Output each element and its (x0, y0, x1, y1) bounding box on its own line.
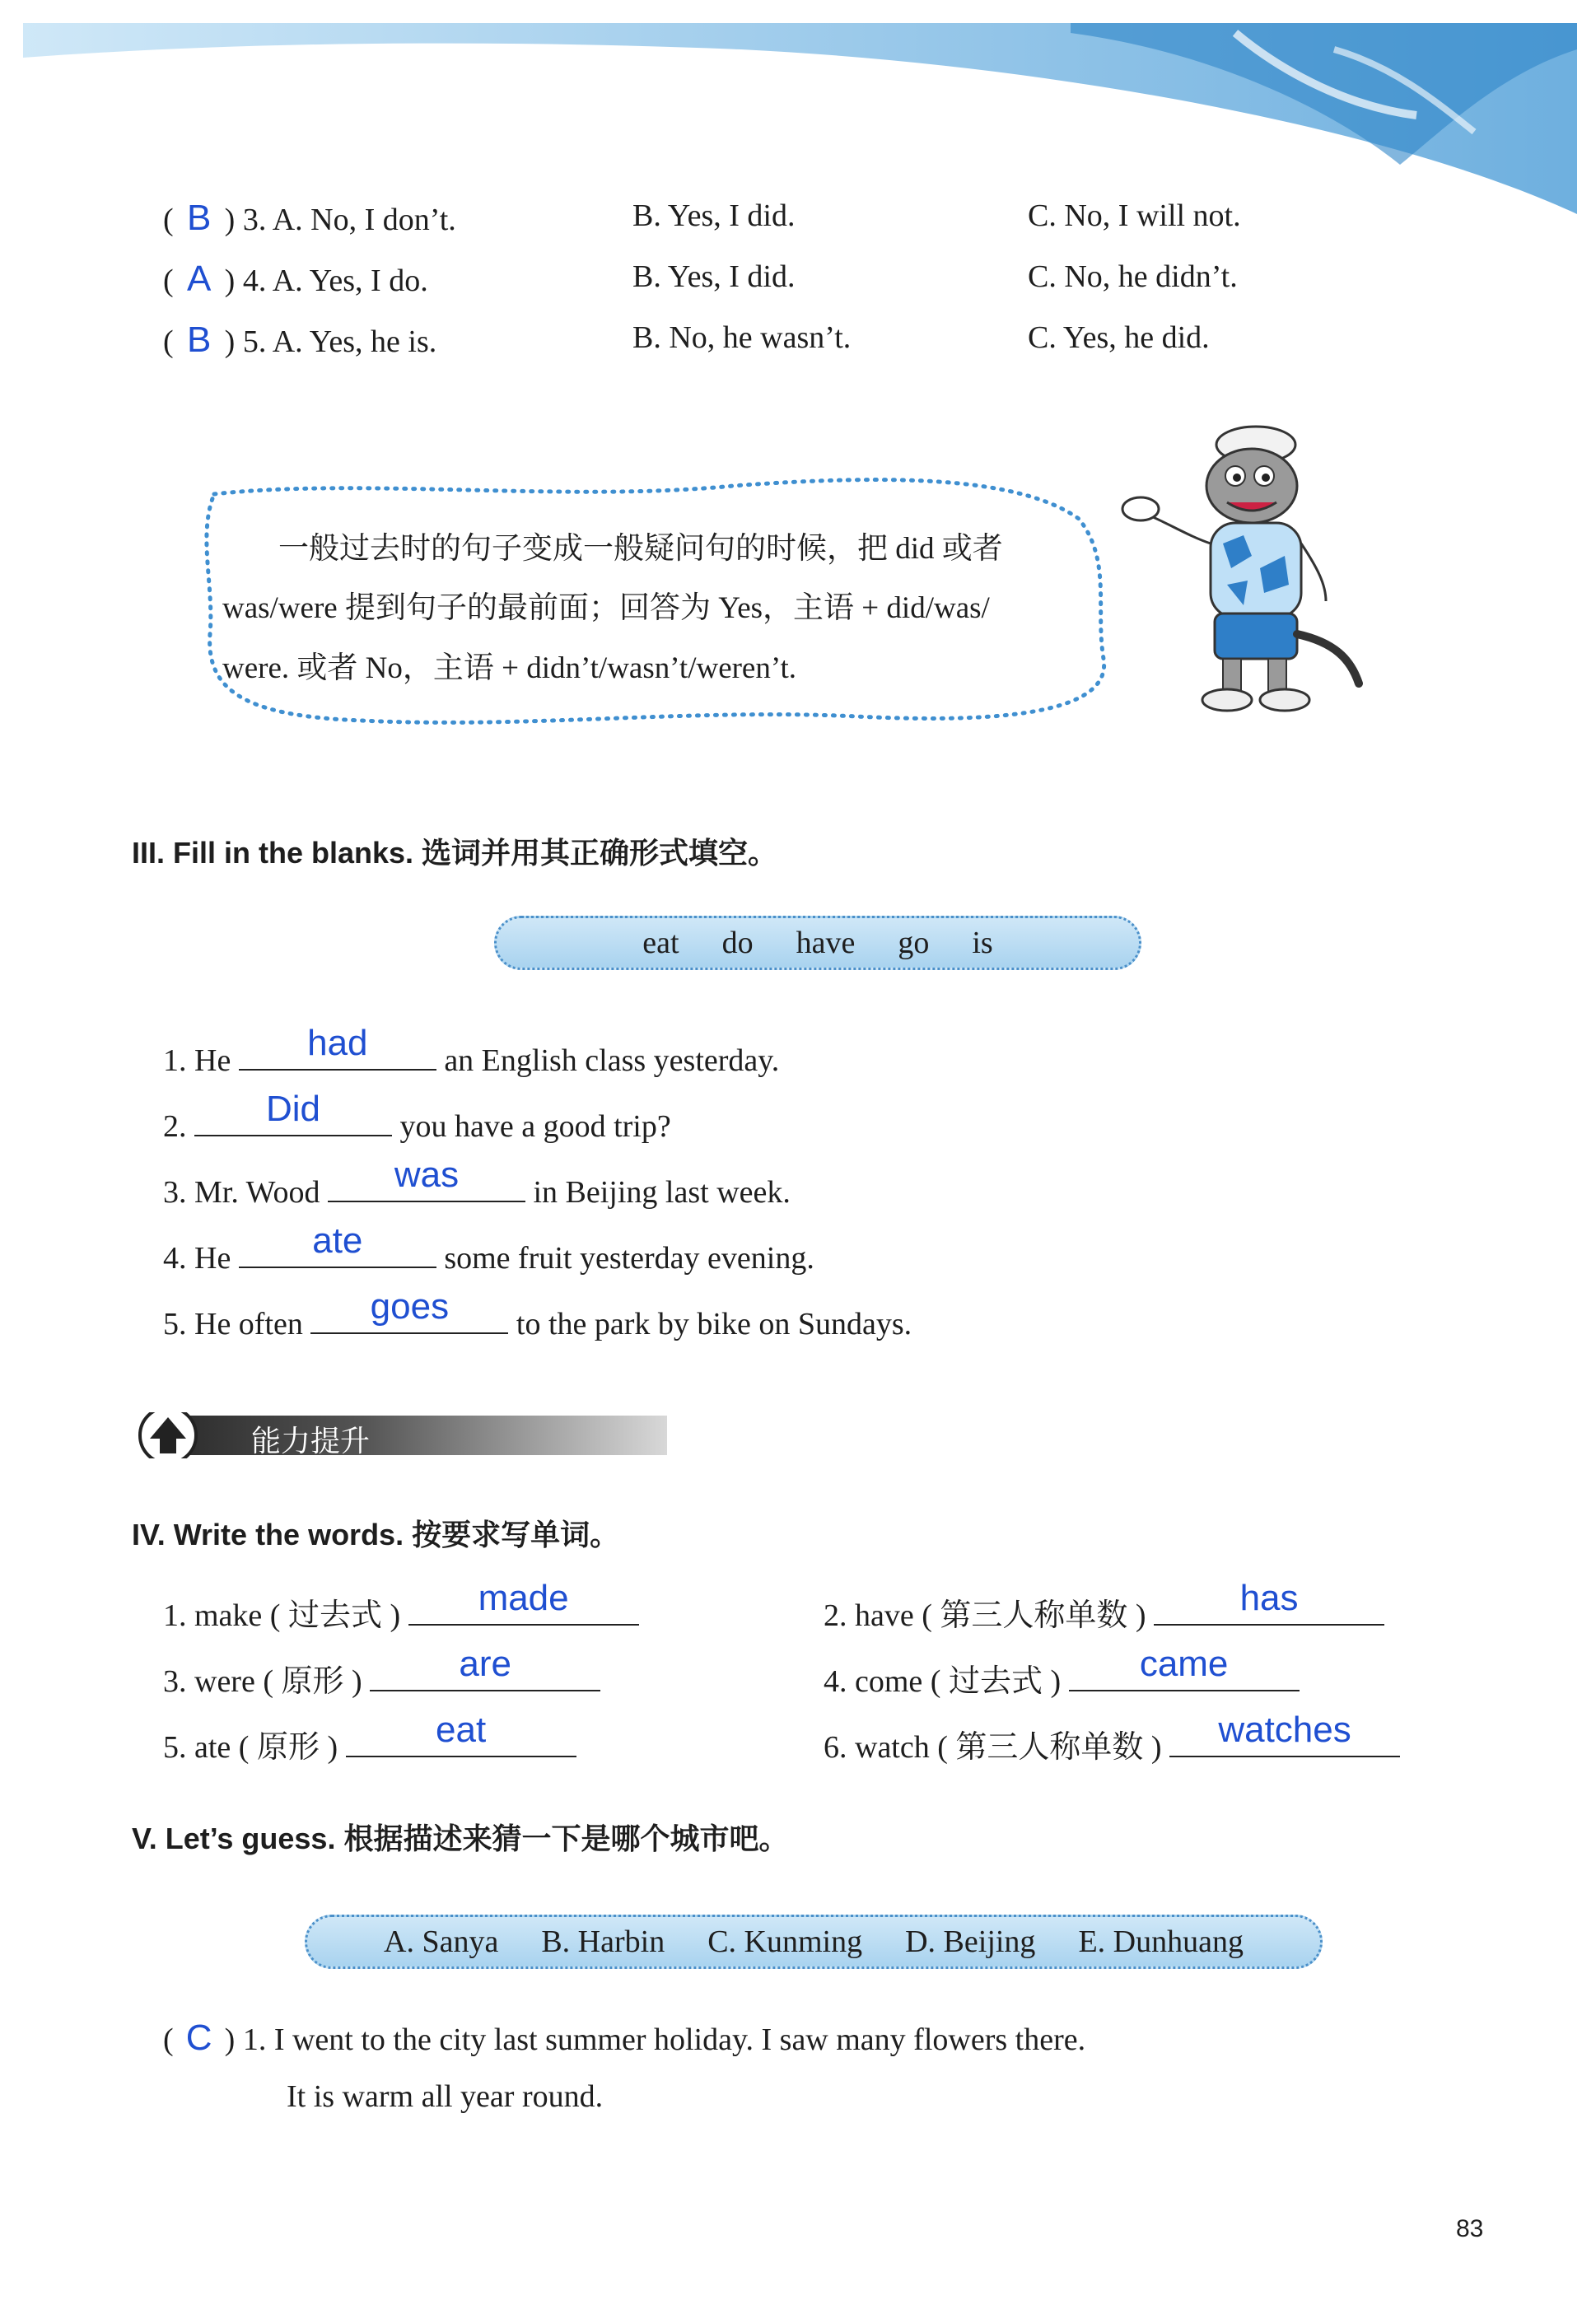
section-3-title: III. Fill in the blanks. 选词并用其正确形式填空。 (132, 836, 778, 870)
answer: B (186, 320, 212, 360)
fill-item-4: 4. He ate some fruit yesterday evening. (163, 1220, 814, 1276)
note-line-3: were. 或者 No，主语 + didn’t/wasn’t/weren’t. (222, 651, 797, 685)
section-4-title: IV. Write the words. 按要求写单词。 (132, 1518, 620, 1551)
fill-item-3: 3. Mr. Wood was in Beijing last week. (163, 1155, 791, 1210)
word-item-5: 5. ate ( 原形 ) eat (163, 1721, 576, 1766)
note-line-1: 一般过去时的句子变成一般疑问句的时候，把 did 或者 (278, 532, 1003, 566)
word-bank-item: is (972, 926, 993, 960)
answer-blank: had (239, 1036, 436, 1071)
word-bank-item: have (796, 926, 856, 960)
answer-blank: Did (194, 1102, 392, 1136)
q2-item-5: ( B ) 5. A. Yes, he is. B. No, he wasn’t. C. Yes, he did. (163, 320, 1210, 360)
word-item-3: 3. were ( 原形 ) are (163, 1655, 600, 1701)
answer-blank: watches (1169, 1723, 1400, 1757)
option-b: B. Yes, I did. (632, 259, 796, 294)
ability-banner-label: 能力提升 (251, 1425, 371, 1458)
answer-blank: has (1154, 1591, 1384, 1626)
city-option: D. Beijing (905, 1924, 1036, 1959)
city-option: E. Dunhuang (1078, 1924, 1244, 1959)
header-banner (0, 0, 1596, 222)
city-options (305, 1915, 1323, 1969)
option-c: C. No, he didn’t. (1028, 259, 1238, 294)
answer-blank: was (328, 1168, 525, 1202)
word-item-1: 1. make ( 过去式 ) made (163, 1589, 639, 1635)
fill-item-1: 1. He had an English class yesterday. (163, 1023, 780, 1078)
option-a: A. Yes, I do. (272, 264, 428, 298)
option-b: B. Yes, I did. (632, 198, 796, 233)
option-b: B. No, he wasn’t. (632, 320, 852, 355)
answer: B (186, 198, 212, 238)
q2-item-4: ( A ) 4. A. Yes, I do. B. Yes, I did. C. No, he didn’t. (163, 259, 1238, 299)
guess-item-1: ( C ) 1. I went to the city last summer holiday. I saw many flowers there. (163, 2018, 1086, 2058)
item-num: 5. (242, 324, 267, 359)
word-bank-item: go (898, 926, 930, 960)
item-num: 3. (242, 203, 267, 237)
word-item-4: 4. come ( 过去式 ) came (824, 1655, 1300, 1701)
city-option: C. Kunming (707, 1924, 863, 1959)
city-option: B. Harbin (541, 1924, 665, 1959)
option-a: A. No, I don’t. (272, 203, 456, 237)
word-bank (494, 916, 1141, 970)
answer-blank: eat (346, 1723, 576, 1757)
option-a: A. Yes, he is. (272, 324, 437, 359)
page-number: 83 (1456, 2215, 1484, 2242)
word-item-6: 6. watch ( 第三人称单数 ) watches (824, 1721, 1400, 1766)
answer-blank: came (1069, 1657, 1300, 1691)
guess-line-1: 1. I went to the city last summer holiday. I saw many flowers there. (242, 2022, 1086, 2057)
ability-banner (132, 1412, 667, 1458)
guess-line-2: It is warm all year round. (287, 2079, 604, 2114)
option-c: C. No, I will not. (1028, 198, 1241, 233)
word-bank-item: eat (642, 926, 679, 960)
section-5-title: V. Let’s guess. 根据描述来猜一下是哪个城市吧。 (132, 1822, 789, 1855)
note-line-2: was/were 提到句子的最前面；回答为 Yes，主语 + did/was/ (222, 591, 990, 625)
mascot-illustration (1120, 412, 1367, 725)
answer: A (186, 259, 212, 299)
option-c: C. Yes, he did. (1028, 320, 1210, 355)
city-option: A. Sanya (384, 1924, 499, 1959)
answer-blank: made (408, 1591, 639, 1626)
q2-item-3: ( B ) 3. A. No, I don’t. B. Yes, I did. C. No, I will not. (163, 198, 1241, 238)
fill-item-2: 2. Did you have a good trip? (163, 1089, 671, 1144)
answer-blank: goes (310, 1299, 508, 1334)
answer: C (185, 2018, 212, 2058)
word-bank-item: do (721, 926, 754, 960)
fill-item-5: 5. He often goes to the park by bike on Sundays. (163, 1286, 912, 1341)
word-item-2: 2. have ( 第三人称单数 ) has (824, 1589, 1384, 1635)
item-num: 4. (242, 264, 267, 298)
answer-blank: are (370, 1657, 600, 1691)
answer-blank: ate (239, 1234, 436, 1268)
